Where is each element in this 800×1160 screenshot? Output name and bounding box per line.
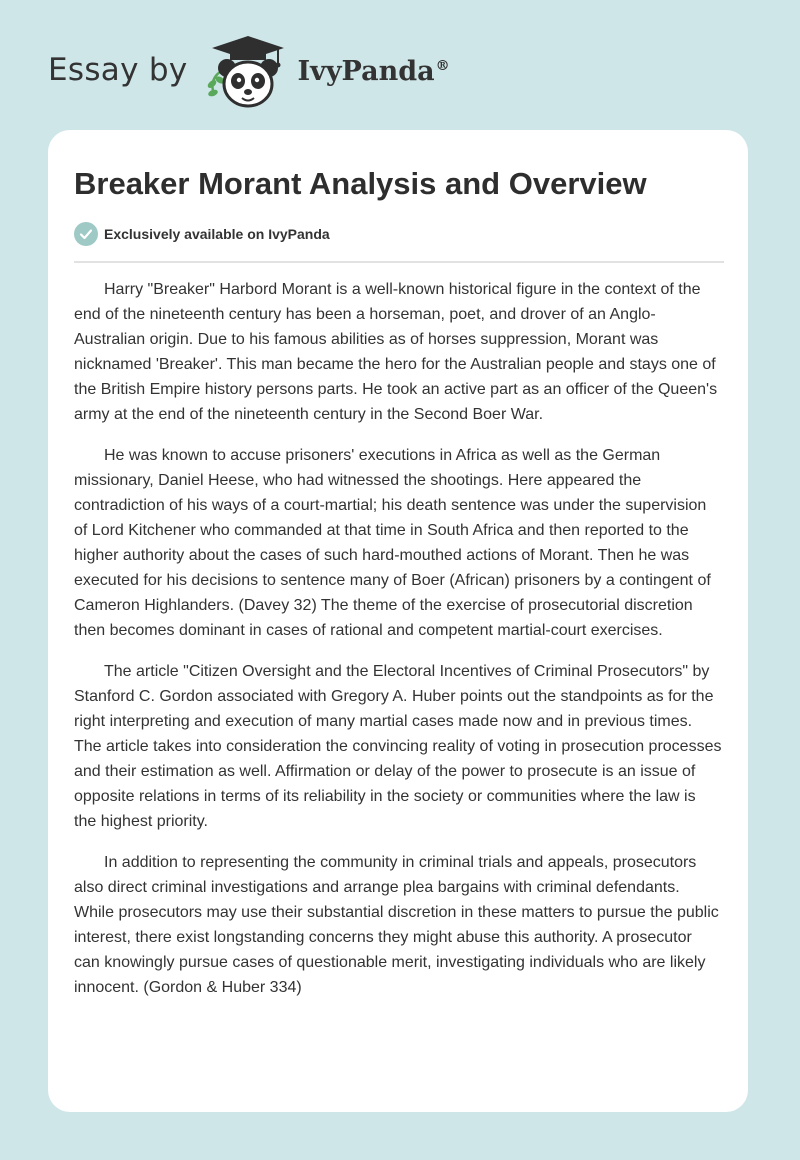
registered-mark: ® xyxy=(435,57,450,74)
brand-name: IvyPanda® xyxy=(297,55,450,87)
brand-header[interactable] xyxy=(48,32,450,112)
essay-by-label: Essay by xyxy=(48,52,188,88)
panda-graduate-icon xyxy=(202,32,294,112)
divider xyxy=(74,261,724,263)
essay-body xyxy=(74,277,722,1016)
paragraph: Harry "Breaker" Harbord Morant is a well-known historical figure in the context of the end of the nineteenth century has been a horseman, poet, and drover of an Anglo-Australian origin. Due to his famous abilities as of horses suppression, Morant was nicknamed 'Breaker'. This man became the hero for the Australian people and stays one of the British Empire history persons parts. He took an active part as an officer of the Queen's army at the end of the nineteenth century in the Second Boer War. xyxy=(74,281,718,423)
exclusive-badge xyxy=(74,222,330,246)
essay-card xyxy=(48,130,748,1112)
paragraph: He was known to accuse prisoners' executions in Africa as well as the German missionary, Daniel Heese, who had witnessed the shootings. Here appeared the contradiction of his ways of a court-martial; his death sentence was under the supervision of Lord Kitchener who commanded at that time in South Africa and then reported to the higher authority about the cases of such hard-mouthed actions of Morant. Then he was executed for his decisions to sentence many of Boer (African) prisoners by a contingent of Cameron Highlanders. (Davey 32) The theme of the exercise of prosecutorial discretion then becomes dominant in cases of rational and competent martial-court exercises. xyxy=(74,447,711,639)
paragraph: In addition to representing the community in criminal trials and appeals, prosecutors also direct criminal investigations and arrange plea bargains with criminal defendants. While prosecutors may use their substantial discretion in these matters to pursue the public interest, there exist longstanding concerns they might abuse this authority. A prosecutor can knowingly pursue cases of questionable merit, investigating individuals who are likely innocent. (Gordon & Huber 334) xyxy=(74,854,719,996)
check-circle-icon xyxy=(74,222,98,246)
paragraph: The article "Citizen Oversight and the Electoral Incentives of Criminal Prosecutors" by Stanford C. Gordon associated with Gregory A. Huber points out the standpoints as for the right interpreting and execution of many martial cases made now and in previous times. The article takes into consideration the convincing reality of voting in prosecution processes and their estimation as well. Affirmation or delay of the power to prosecute is an issue of opposite relations in terms of its reliability in the society or communities where the law is the highest priority. xyxy=(74,663,722,830)
page-title: Breaker Morant Analysis and Overview xyxy=(74,166,647,201)
exclusive-label: Exclusively available on IvyPanda xyxy=(104,226,330,242)
